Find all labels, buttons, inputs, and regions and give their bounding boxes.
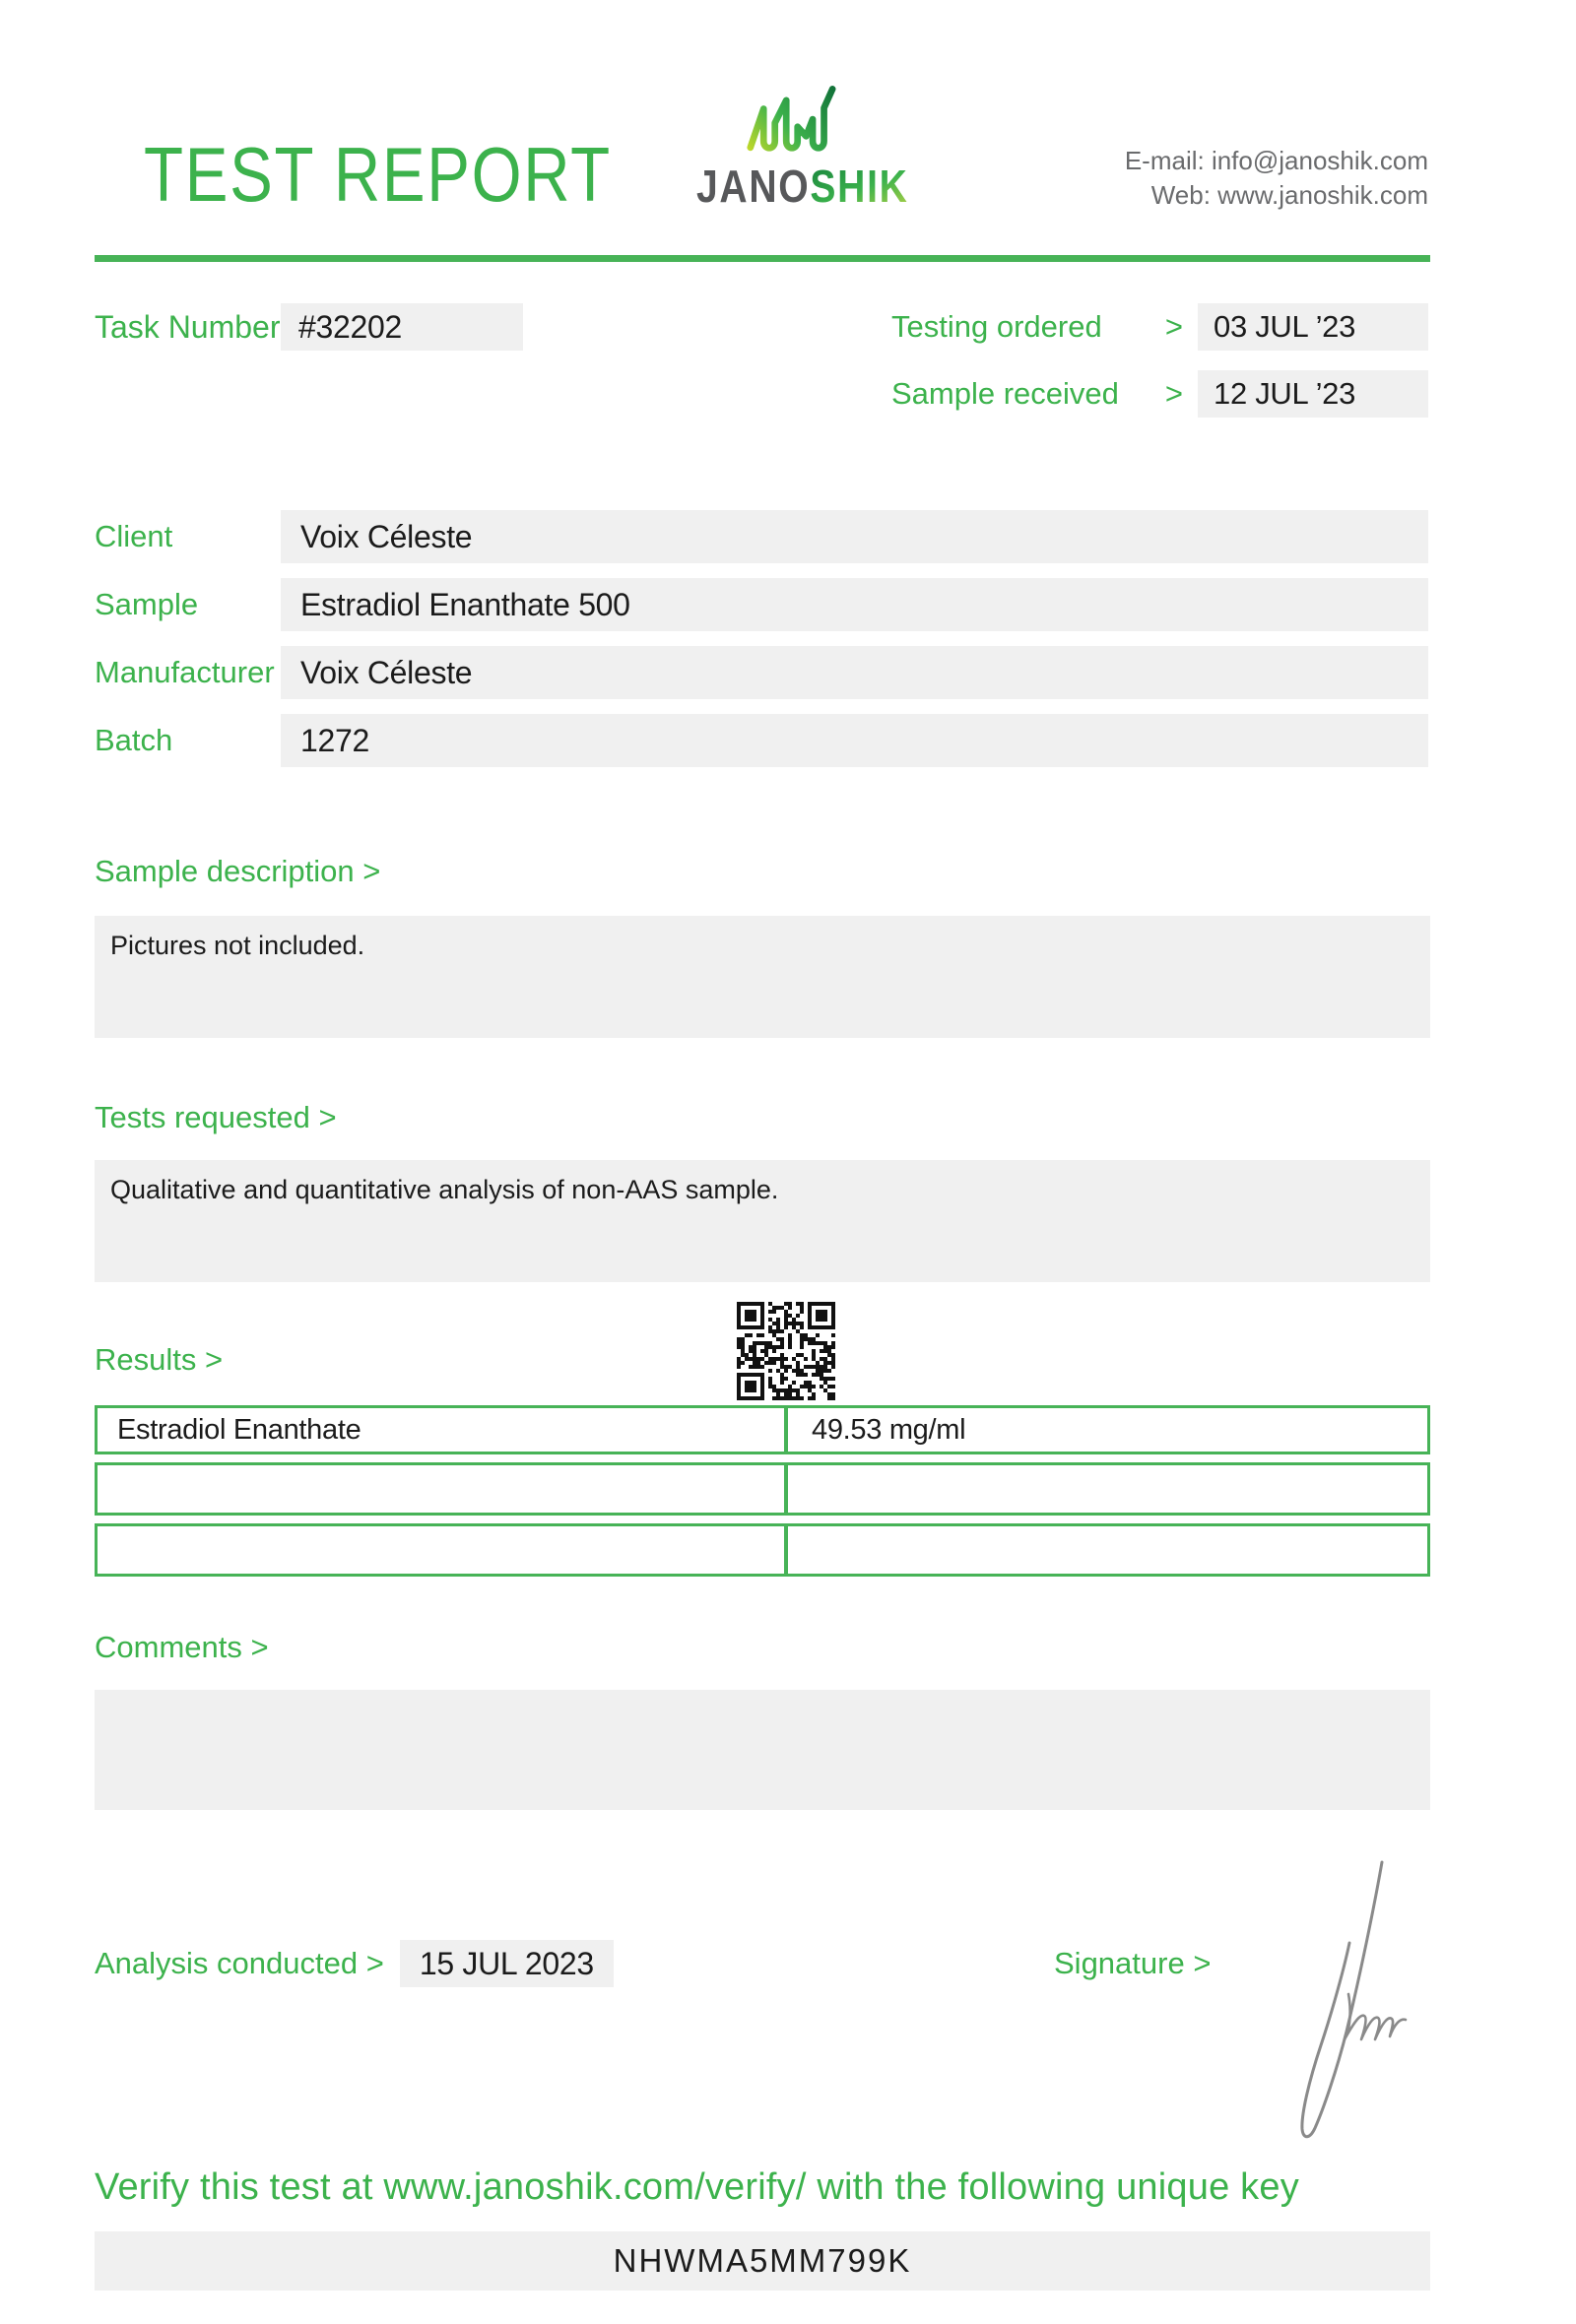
analysis-conducted-row bbox=[95, 1940, 614, 1987]
client-value: Voix Céleste bbox=[281, 510, 1428, 563]
task-number-value: #32202 bbox=[281, 303, 523, 351]
unique-key: NHWMA5MM799K bbox=[95, 2231, 1430, 2291]
result-substance bbox=[98, 1465, 784, 1513]
contact-email: E-mail: info@janoshik.com bbox=[1124, 146, 1428, 175]
signature-image bbox=[1266, 1856, 1409, 2142]
comments-heading: Comments > bbox=[95, 1630, 269, 1664]
logo-wordmark bbox=[695, 161, 909, 212]
result-value: 49.53 mg/ml bbox=[812, 1413, 966, 1446]
logo-word-green: SHIK bbox=[810, 161, 909, 212]
testing-ordered-arrow: > bbox=[1164, 309, 1183, 344]
result-substance bbox=[98, 1526, 784, 1574]
tests-requested-text: Qualitative and quantitative analysis of non-AAS sample. bbox=[110, 1175, 779, 1204]
verify-instruction: Verify this test at www.janoshik.com/verify/ with the following unique key bbox=[95, 2166, 1299, 2208]
analysis-conducted-value: 15 JUL 2023 bbox=[400, 1940, 614, 1987]
janoshik-logo bbox=[680, 83, 909, 212]
tests-requested-heading: Tests requested > bbox=[95, 1100, 337, 1134]
signature-label: Signature > bbox=[1054, 1946, 1212, 1980]
chart-growth-icon bbox=[746, 83, 836, 160]
table-row bbox=[95, 1405, 1430, 1454]
contact-info bbox=[1125, 144, 1428, 213]
manufacturer-value: Voix Céleste bbox=[281, 646, 1428, 699]
batch-value: 1272 bbox=[281, 714, 1428, 767]
result-value bbox=[788, 1526, 1427, 1574]
sample-received-label: Sample received bbox=[891, 376, 1119, 411]
sample-received-arrow: > bbox=[1164, 376, 1183, 411]
contact-web: Web: www.janoshik.com bbox=[1150, 180, 1428, 210]
analysis-conducted-label: Analysis conducted > bbox=[95, 1946, 384, 1980]
page-title: TEST REPORT bbox=[144, 131, 612, 218]
header-divider bbox=[95, 255, 1430, 262]
manufacturer-label: Manufacturer bbox=[95, 655, 275, 689]
table-row bbox=[95, 1462, 1430, 1516]
result-substance: Estradiol Enanthate bbox=[117, 1413, 361, 1446]
sample-description-text: Pictures not included. bbox=[110, 931, 365, 960]
results-table bbox=[95, 1405, 1430, 1584]
testing-ordered-value: 03 JUL ’23 bbox=[1198, 303, 1428, 351]
tests-requested-box bbox=[95, 1160, 1430, 1282]
client-label: Client bbox=[95, 519, 173, 553]
results-heading: Results > bbox=[95, 1342, 224, 1377]
batch-label: Batch bbox=[95, 723, 173, 757]
logo-word-gray: JANO bbox=[695, 161, 811, 212]
sample-label: Sample bbox=[95, 587, 199, 621]
sample-description-box bbox=[95, 916, 1430, 1038]
sample-received-value: 12 JUL ’23 bbox=[1198, 370, 1428, 418]
testing-ordered-label: Testing ordered bbox=[891, 309, 1102, 344]
table-row bbox=[95, 1523, 1430, 1577]
result-value bbox=[788, 1465, 1427, 1513]
sample-value: Estradiol Enanthate 500 bbox=[281, 578, 1428, 631]
task-number-label: Task Number bbox=[95, 309, 281, 345]
comments-box bbox=[95, 1690, 1430, 1810]
sample-description-heading: Sample description > bbox=[95, 854, 381, 888]
qr-code bbox=[737, 1302, 835, 1400]
